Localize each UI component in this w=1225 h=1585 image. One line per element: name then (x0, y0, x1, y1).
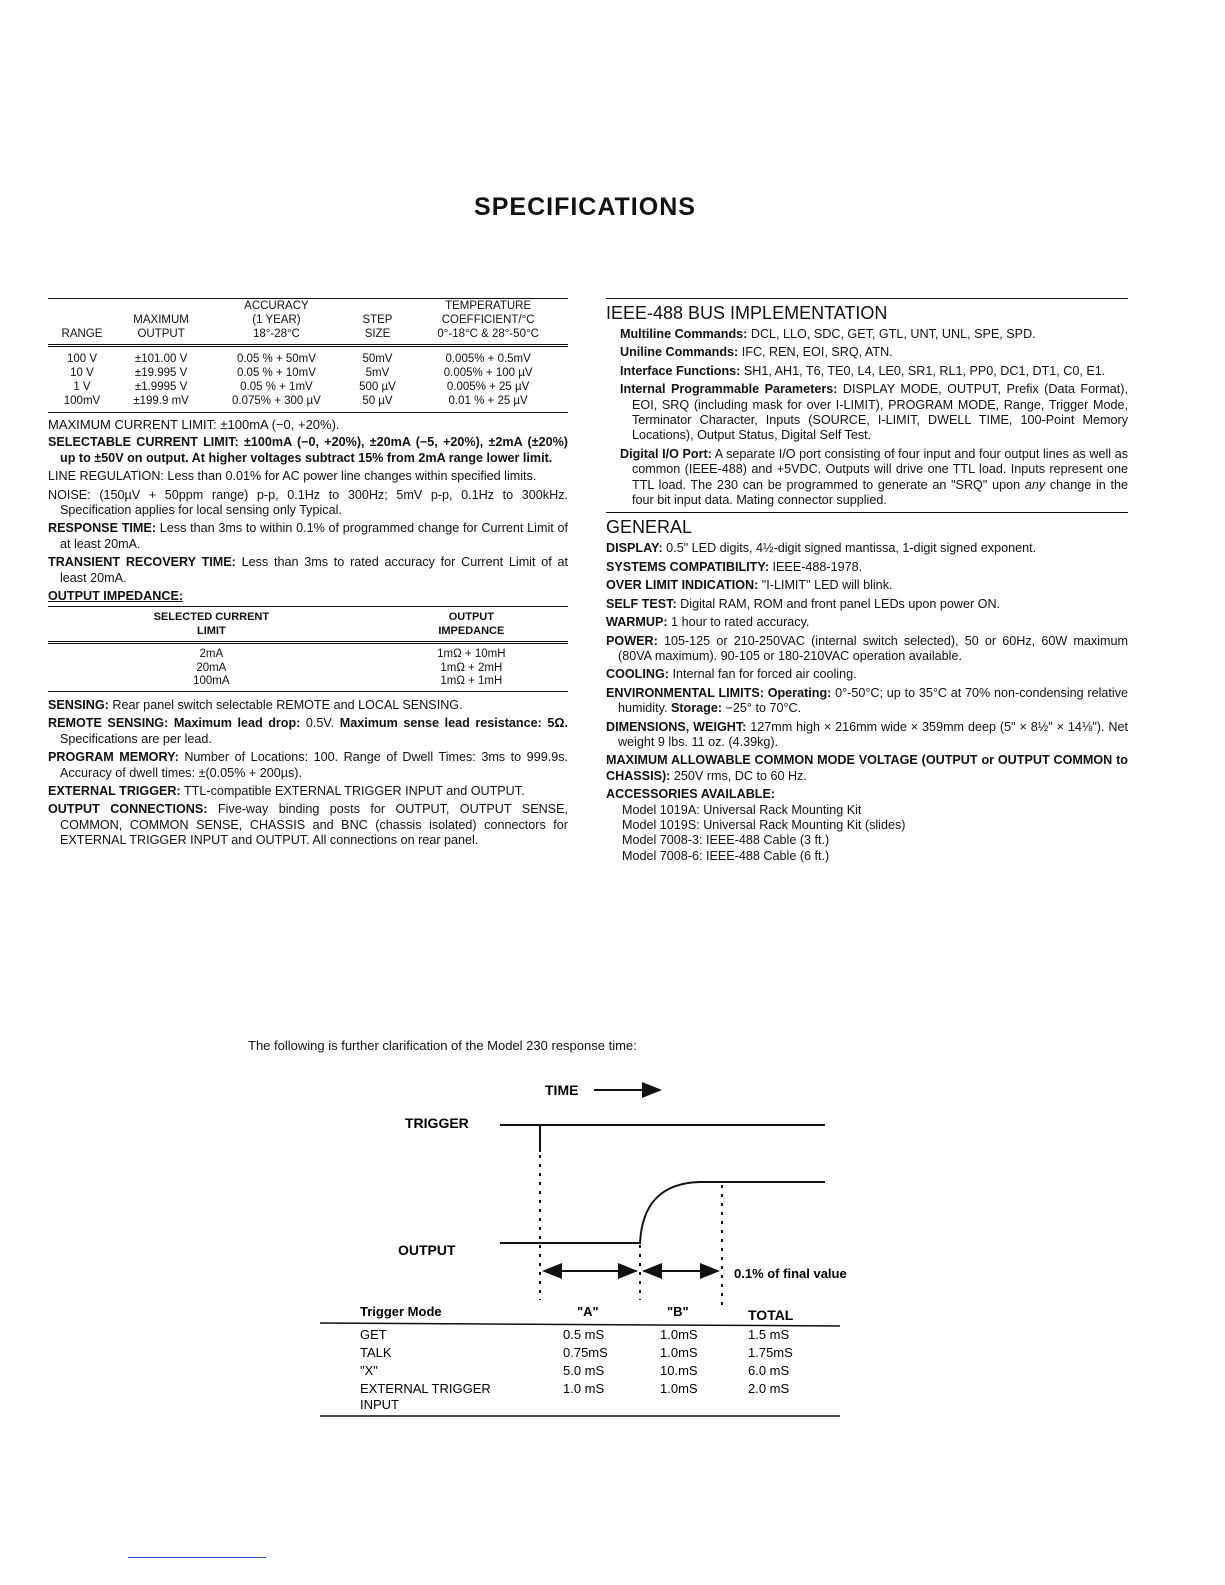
time-cell: 1.0mS (660, 1327, 698, 1342)
cell: 1 V (73, 381, 91, 393)
cell: 0.01 % + 25 µV (408, 394, 568, 413)
ieee-item: Internal Programmable Parameters: DISPLAY MODE, OUTPUT, Prefix (Data Format), EOI, SRQ (including mask for over I-LIMIT), PROGRAM MODE, Range, Trigger Mode, Terminator Character, Inputs (SOURCE, I-LIMIT, DWELL TIME, 100-Point Memory Locations), Output Status, Digital Self Test. (620, 382, 1128, 443)
diagram-caption: The following is further clarification of the Model 230 response time: (248, 1038, 637, 1053)
trigger-mode-cell: EXTERNAL TRIGGER (360, 1381, 491, 1396)
col-total: TOTAL (748, 1307, 794, 1323)
ieee-item: Multiline Commands: DCL, LLO, SDC, GET, GTL, UNT, UNL, SPE, SPD. (620, 327, 1036, 341)
page-title: SPECIFICATIONS (474, 193, 696, 221)
general-item: SELF TEST: Digital RAM, ROM and front panel LEDs upon power ON. (606, 596, 1001, 611)
trigger-mode-continuation: INPUT (360, 1397, 399, 1412)
sensing: SENSING: Rear panel switch selectable REMOTE and LOCAL SENSING. (48, 697, 463, 712)
output-impedance-label: OUTPUT IMPEDANCE: (48, 589, 184, 604)
col-trigger-mode: Trigger Mode (360, 1304, 442, 1319)
col-temp-coeff: TEMPERATURE COEFFICIENT/°C 0°-18°C & 28°-50°C (408, 299, 568, 346)
ieee-heading: IEEE-488 BUS IMPLEMENTATION (606, 298, 1128, 323)
response-table (320, 1304, 840, 1416)
output-label: OUTPUT (398, 1242, 456, 1258)
cell: 10 V (70, 367, 94, 379)
col-accuracy: ACCURACY (1 YEAR) 18°-28°C (206, 299, 346, 346)
trigger-mode-cell: "X" (360, 1363, 378, 1378)
output-curve (500, 1182, 825, 1243)
general-item: WARMUP: 1 hour to rated accuracy. (606, 615, 810, 630)
remote-sensing: REMOTE SENSING: Maximum lead drop: 0.5V. Maximum sense lead resistance: 5Ω. Specifications are per lead. (48, 716, 568, 746)
cell: 0.005% + 0.5mV (445, 353, 531, 365)
trigger-label: TRIGGER (405, 1115, 469, 1131)
cell: 0.075% + 300 µV (206, 394, 346, 413)
col-step-size: STEP SIZE (347, 299, 409, 346)
cell: 0.005% + 100 µV (443, 367, 533, 379)
col-range: RANGE (48, 299, 116, 346)
time-cell: 10.mS (660, 1363, 698, 1378)
common-mode-voltage: MAXIMUM ALLOWABLE COMMON MODE VOLTAGE (OUTPUT or OUTPUT COMMON to CHASSIS): 250V rms, DC to 60 Hz. (606, 753, 1128, 783)
general-item: POWER: 105-125 or 210-250VAC (internal switch selected), 50 or 60Hz, 60W maximum (80VA maximum). 90-105 or 180-210VAC operation available. (606, 633, 1128, 663)
cell: 100mA (48, 675, 375, 691)
general-item: DISPLAY: 0.5" LED digits, 4½-digit signed mantissa, 1-digit signed exponent. (606, 541, 1037, 556)
cell: 50mV (362, 353, 393, 365)
trigger-mode-cell: TALK (360, 1345, 392, 1360)
cell: 2mA (199, 648, 224, 661)
output-connections: OUTPUT CONNECTIONS: Five-way binding posts for OUTPUT, OUTPUT SENSE, COMMON, COMMON SENSE, CHASSIS and BNC (chassis isolated) connectors for EXTERNAL TRIGGER INPUT and OUTPUT. All connections on rear panel. (48, 802, 568, 848)
noise: NOISE: (150µV + 50ppm range) p-p, 0.1Hz to 300Hz; 5mV p-p, 0.1Hz to 300kHz. Specification applies for local sensing only Typical. (48, 487, 568, 518)
accessories-label: ACCESSORIES AVAILABLE: (606, 787, 776, 802)
col-current-limit: SELECTED CURRENT LIMIT (48, 607, 375, 643)
general-item: COOLING: Internal fan for forced air cooling. (606, 667, 857, 682)
time-cell: 1.75mS (748, 1345, 793, 1360)
time-cell: 5.0 mS (563, 1363, 605, 1378)
response-time: RESPONSE TIME: Less than 3ms to within 0.1% of programmed change for Current Limit of at least 20mA. (48, 521, 569, 551)
cell: 20mA (196, 661, 227, 674)
time-cell: 1.0 mS (563, 1381, 605, 1396)
cell: ±199.9 mV (116, 394, 206, 413)
cell: ±1.9995 V (134, 381, 188, 393)
cell: 100 V (66, 353, 98, 365)
accessory-item: Model 1019A: Universal Rack Mounting Kit (622, 802, 862, 817)
cell: 100mV (48, 394, 116, 413)
cell: 5mV (365, 367, 390, 379)
accessory-item: Model 7008-6: IEEE-488 Cable (6 ft.) (622, 848, 830, 863)
time-cell: 6.0 mS (748, 1363, 790, 1378)
link-underline[interactable] (128, 1557, 266, 1558)
general-item: OVER LIMIT INDICATION: "I-LIMIT" LED will blink. (606, 578, 893, 593)
time-cell: 1.0mS (660, 1345, 698, 1360)
cell: 0.05 % + 50mV (236, 353, 316, 365)
cell: ±19.995 V (134, 367, 188, 379)
cell: 0.05 % + 1mV (240, 381, 313, 393)
time-cell: 0.5 mS (563, 1327, 605, 1342)
col-max-output: MAXIMUM OUTPUT (116, 299, 206, 346)
environmental-limits: ENVIRONMENTAL LIMITS: Operating: 0°-50°C; up to 35°C at 70% non-condensing relative humidity. Storage: −25° to 70°C. (606, 685, 1128, 716)
selectable-current-limit: SELECTABLE CURRENT LIMIT: ±100mA (−0, +20%), ±20mA (−5, +20%), ±2mA (±20%) up to ±50V on output. At higher voltages subtract 15% from 2mA range lower limit. (48, 435, 569, 465)
dimensions-weight: DIMENSIONS, WEIGHT: 127mm high × 216mm wide × 359mm deep (5" × 8½" × 14⅛"). Net weight 9 lbs. 11 oz. (4.39kg). (606, 719, 1129, 749)
max-current-limit: MAXIMUM CURRENT LIMIT: ±100mA (−0, +20%). (48, 417, 340, 432)
ieee-item: Interface Functions: SH1, AH1, T6, TE0, L4, LE0, SR1, RL1, PP0, DC1, DT1, C0, E1. (620, 363, 1106, 378)
transient-recovery: TRANSIENT RECOVERY TIME: Less than 3ms to rated accuracy for Current Limit of at least 20mA. (48, 555, 569, 585)
cell: 50 µV (347, 394, 409, 413)
cell: 1mΩ + 2mH (440, 661, 503, 674)
general-item: SYSTEMS COMPATIBILITY: IEEE-488-1978. (606, 559, 863, 574)
trigger-mode-cell: GET (360, 1327, 387, 1342)
col-impedance: OUTPUT IMPEDANCE (375, 607, 568, 643)
line-regulation: LINE REGULATION: Less than 0.01% for AC power line changes within specified limits. (48, 469, 537, 484)
program-memory: PROGRAM MEMORY: Number of Locations: 100. Range of Dwell Times: 3ms to 999.9s. Accuracy of dwell times: ±(0.05% + 200µs). (48, 750, 568, 780)
cell: 0.05 % + 10mV (236, 367, 316, 379)
col-a: "A" (577, 1304, 599, 1319)
time-cell: 1.5 mS (748, 1327, 790, 1342)
cell: ±101.00 V (134, 353, 188, 365)
external-trigger: EXTERNAL TRIGGER: TTL-compatible EXTERNAL TRIGGER INPUT and OUTPUT. (48, 784, 525, 798)
time-cell: 2.0 mS (748, 1381, 790, 1396)
table-rule (320, 1323, 840, 1326)
cell: 500 µV (359, 381, 396, 393)
final-value-label: 0.1% of final value (734, 1266, 847, 1281)
col-b: "B" (667, 1304, 689, 1319)
time-cell: 0.75mS (563, 1345, 608, 1360)
accessory-item: Model 1019S: Universal Rack Mounting Kit (slides) (622, 817, 906, 832)
cell: 0.005% + 25 µV (446, 381, 530, 393)
time-label: TIME (545, 1082, 579, 1098)
general-heading: GENERAL (606, 512, 1128, 537)
cell: 1mΩ + 1mH (375, 675, 568, 691)
ieee-item: Uniline Commands: IFC, REN, EOI, SRQ, ATN. (620, 345, 893, 360)
cell: 1mΩ + 10mH (437, 648, 506, 661)
accessory-item: Model 7008-3: IEEE-488 Cable (3 ft.) (622, 833, 830, 848)
digital-io-port: Digital I/O Port: A separate I/O port consisting of four input and four output lines as well as common (IEEE-488) and +5VDC. Outputs will drive one TTL load. Inputs represent one TTL load. The 230 can be programmed to generate an "SRQ" upon any change in the four bit input data. Mating connector supplied. (620, 446, 1129, 508)
time-cell: 1.0mS (660, 1381, 698, 1396)
